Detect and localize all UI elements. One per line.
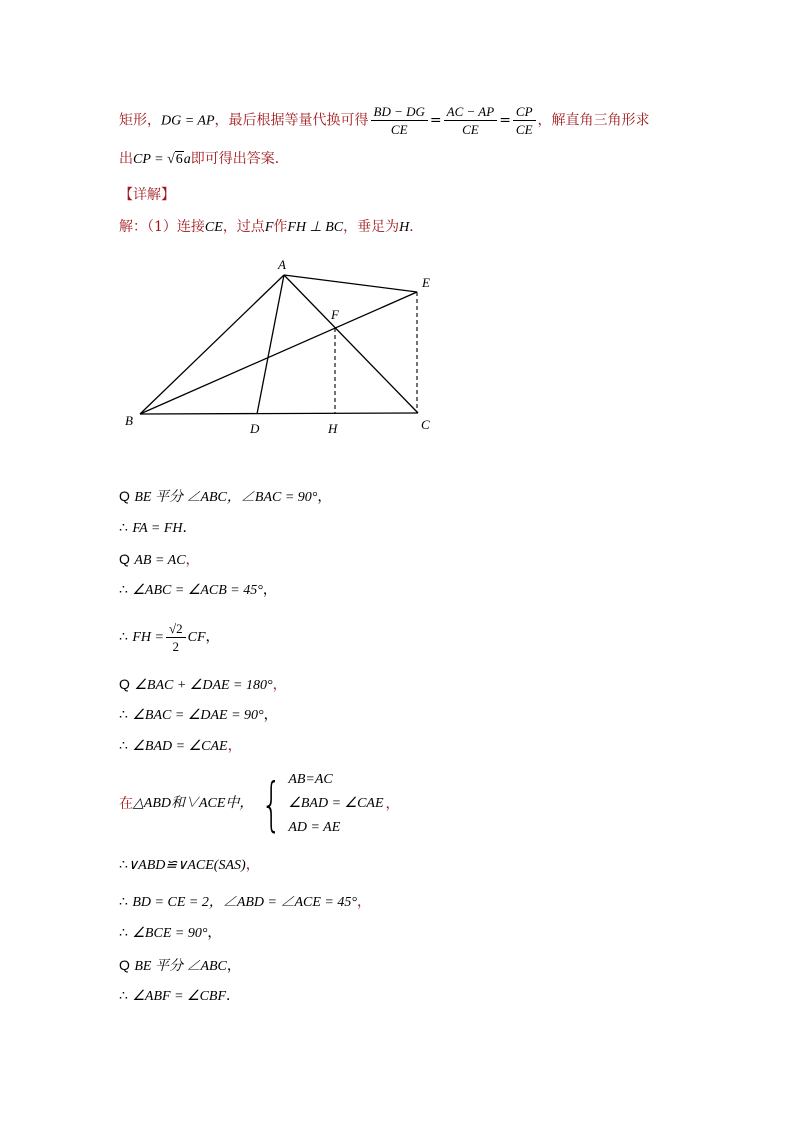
step-7: ∴ ∠BAC = ∠DAE = 90°，: [119, 707, 278, 723]
fraction-sqrt2-over-2: $\frac{√2}{2}$: [166, 620, 186, 655]
step-11: ∴ BD = CE = 2，∠ABD = ∠ACE = 45°，: [119, 894, 371, 910]
fraction-bd-dg-over-ce: $\frac{BD - DG}{CE}$: [371, 103, 428, 138]
step-12: ∴ ∠BCE = 90°，: [119, 925, 222, 941]
fraction-cp-over-ce: $\frac{CP}{CE}$: [513, 103, 536, 138]
fraction-ac-ap-over-ce: $\frac{AC - AP}{CE}$: [444, 103, 498, 138]
step-6: Q ∠BAC + ∠DAE = 180°，: [119, 676, 287, 693]
intro-line-1: 矩形，DG = AP，最后根据等量代换可得 $\frac{BD - DG}{CE}$ = $\frac{AC - AP}{CE}$ = $\frac{CP}{CE}$ ，解直角三角形求: [119, 104, 650, 137]
cp-equals: CP =: [133, 152, 168, 167]
sqrt-6-a: √6a: [167, 152, 191, 167]
segment-ab: [140, 275, 284, 414]
intro-prefix: 矩形，: [119, 112, 161, 129]
intro-suffix: ，解直角三角形求: [537, 112, 650, 129]
label-b: B: [125, 413, 133, 428]
label-h: H: [328, 421, 338, 436]
step-14: ∴ ∠ABF = ∠CBF．: [119, 988, 241, 1004]
step-8: ∴ ∠BAD = ∠CAE，: [119, 738, 242, 754]
label-e: E: [422, 275, 430, 290]
step-2: ∴ FA = FH．: [119, 520, 197, 536]
label-a: A: [278, 257, 286, 272]
step-3: Q AB = AC，: [119, 551, 200, 568]
dg-equals-ap: DG = AP: [161, 113, 215, 129]
geometry-figure: [115, 250, 455, 450]
step-5: ∴ FH = $\frac{√2}{2}$ CF，: [119, 620, 220, 654]
equation-system: { AB=AC ∠BAD = ∠CAE AD = AE: [261, 770, 384, 838]
step-10: ∴∨ABD≌∨ACE(SAS)，: [119, 857, 260, 873]
solution-intro: 解：（1）连接CE，过点F作FH ⊥ BC，垂足为H．: [119, 219, 424, 235]
step-1: Q BE 平分 ∠ABC，∠BAC = 90°，: [119, 488, 332, 505]
segment-ae: [284, 275, 417, 292]
step-4: ∴ ∠ABC = ∠ACB = 45°，: [119, 582, 277, 598]
segment-bc: [140, 413, 418, 414]
label-f: F: [331, 307, 339, 322]
step-9: 在 △ABD和∨ACE中， { AB=AC ∠BAD = ∠CAE AD = AE ，: [119, 770, 400, 838]
intro-line-2: 出CP = √6a即可得出答案．: [119, 149, 289, 170]
step-13: Q BE 平分 ∠ABC，: [119, 957, 241, 974]
label-c: C: [421, 417, 430, 432]
section-title: 【详解】: [119, 187, 175, 203]
segment-ac: [284, 275, 418, 413]
segment-be: [140, 292, 417, 414]
intro-mid: ，最后根据等量代换可得: [214, 112, 369, 129]
label-d: D: [250, 421, 260, 436]
segment-ad: [257, 275, 284, 414]
